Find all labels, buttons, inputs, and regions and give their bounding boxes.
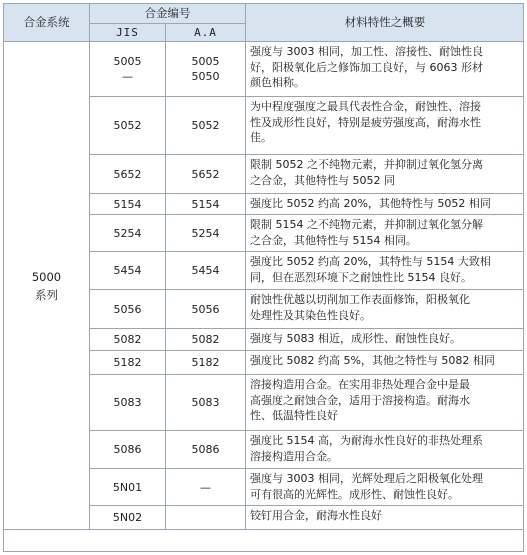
jis-cell: 5N01 (90, 469, 166, 506)
aa-cell: 5182 (166, 351, 246, 375)
series-cell (4, 42, 90, 530)
property-description (246, 329, 525, 351)
desc-line: 处理性及其染色性良好。 (250, 308, 371, 322)
aa-code-alt: 5050 (191, 70, 220, 83)
property-description (246, 252, 525, 290)
desc-line: 强度比 5154 高，为耐海水性良好的非热处理系 (250, 434, 483, 447)
desc-line: 强度与 3003 相同，光辉处理后之阳极氧化处理 (250, 472, 483, 485)
aa-cell: 5254 (166, 215, 246, 252)
desc-line: 限制 5052 之不纯物元素，并抑制过氧化氢分离 (250, 158, 483, 171)
property-description (246, 155, 525, 194)
header-jis: JIS (90, 24, 166, 42)
header-aa: A.A (166, 24, 246, 42)
series-label: 系列 (35, 287, 58, 302)
header-material-properties: 材料特性之概要 (246, 4, 525, 42)
jis-cell: 5082 (90, 329, 166, 351)
aa-code: 5005 (191, 55, 220, 68)
jis-cell: 5086 (90, 431, 166, 469)
desc-line: 铰钉用合金，耐海水性良好 (250, 509, 382, 522)
jis-cell: 5182 (90, 351, 166, 375)
property-description (246, 351, 525, 375)
property-description (246, 469, 525, 506)
alloy-table-frame (3, 3, 524, 552)
property-description (246, 97, 525, 155)
aa-cell: 5154 (166, 194, 246, 215)
aa-cell: 5052 (166, 97, 246, 155)
jis-cell: 5056 (90, 290, 166, 329)
desc-line: 限制 5154 之不纯物元素，并抑制过氧化氢分解 (250, 218, 483, 231)
header-alloy-system: 合金系统 (4, 4, 90, 42)
property-description (246, 375, 525, 431)
aa-cell: 5652 (166, 155, 246, 194)
desc-line: 为中程度强度之最具代表性合金，耐蚀性、溶接 (250, 100, 481, 113)
desc-line: 之合金，其他特性与 5154 相同。 (250, 233, 417, 247)
desc-line: 好，阳极氧化后之修饰加工良好，与 6063 形材 (250, 60, 483, 74)
series-number: 5000 (31, 269, 62, 284)
jis-cell: 5083 (90, 375, 166, 431)
aa-cell: 5454 (166, 252, 246, 290)
aa-cell (166, 42, 246, 97)
jis-cell (90, 42, 166, 97)
property-description (246, 42, 525, 97)
desc-line: 佳。 (250, 131, 272, 144)
desc-line: 同，但在恶烈环境下之耐蚀性比 5154 良好。 (250, 270, 472, 284)
desc-line: 耐蚀性优越以切削加工作表面修饰，阳极氧化 (250, 293, 470, 306)
property-description (246, 431, 525, 469)
desc-line: 性及成形性良好，特别是疲劳强度高，耐海水性 (250, 115, 481, 129)
aa-cell: 5082 (166, 329, 246, 351)
desc-line: 颜色相称。 (250, 76, 305, 89)
desc-line: 溶接构造用合金。在实用非热处理合金中是最 (250, 378, 470, 391)
jis-code: 5005 (113, 55, 142, 68)
jis-cell: 5052 (90, 97, 166, 155)
desc-line: 可有很高的光辉性。成形性、耐蚀性良好。 (250, 487, 459, 501)
desc-line: 性、低温特性良好 (250, 409, 338, 422)
aa-cell: — (166, 469, 246, 506)
desc-line: 强度比 5082 约高 5%，其他之特性与 5082 相同 (250, 354, 495, 367)
jis-cell: 5154 (90, 194, 166, 215)
header-alloy-code: 合金编号 (90, 4, 246, 24)
property-description (246, 215, 525, 252)
desc-line: 强度与 5083 相近，成形性、耐蚀性良好。 (250, 332, 461, 345)
desc-line: 强度比 5052 约高 20%，其特性与 5154 大致相 (250, 255, 491, 268)
desc-line: 溶接构造用合金。 (250, 449, 338, 463)
desc-line: 高强度之耐蚀合金，适用于溶接构造。耐海水 (250, 393, 470, 407)
aa-cell: 5056 (166, 290, 246, 329)
aa-cell: 5086 (166, 431, 246, 469)
desc-line: 强度比 5052 约高 20%，其他特性与 5052 相同 (250, 197, 491, 210)
property-description (246, 506, 525, 530)
aa-cell (166, 506, 246, 530)
property-description (246, 194, 525, 215)
jis-code-alt: — (122, 70, 133, 83)
desc-line: 之合金，其他特性与 5052 同 (250, 173, 395, 187)
aa-cell: 5083 (166, 375, 246, 431)
jis-cell: 5454 (90, 252, 166, 290)
desc-line: 强度与 3003 相同，加工性、溶接性、耐蚀性良 (250, 45, 483, 58)
property-description (246, 290, 525, 329)
jis-cell: 5652 (90, 155, 166, 194)
alloy-properties-table (3, 3, 524, 530)
jis-cell: 5254 (90, 215, 166, 252)
jis-cell: 5N02 (90, 506, 166, 530)
